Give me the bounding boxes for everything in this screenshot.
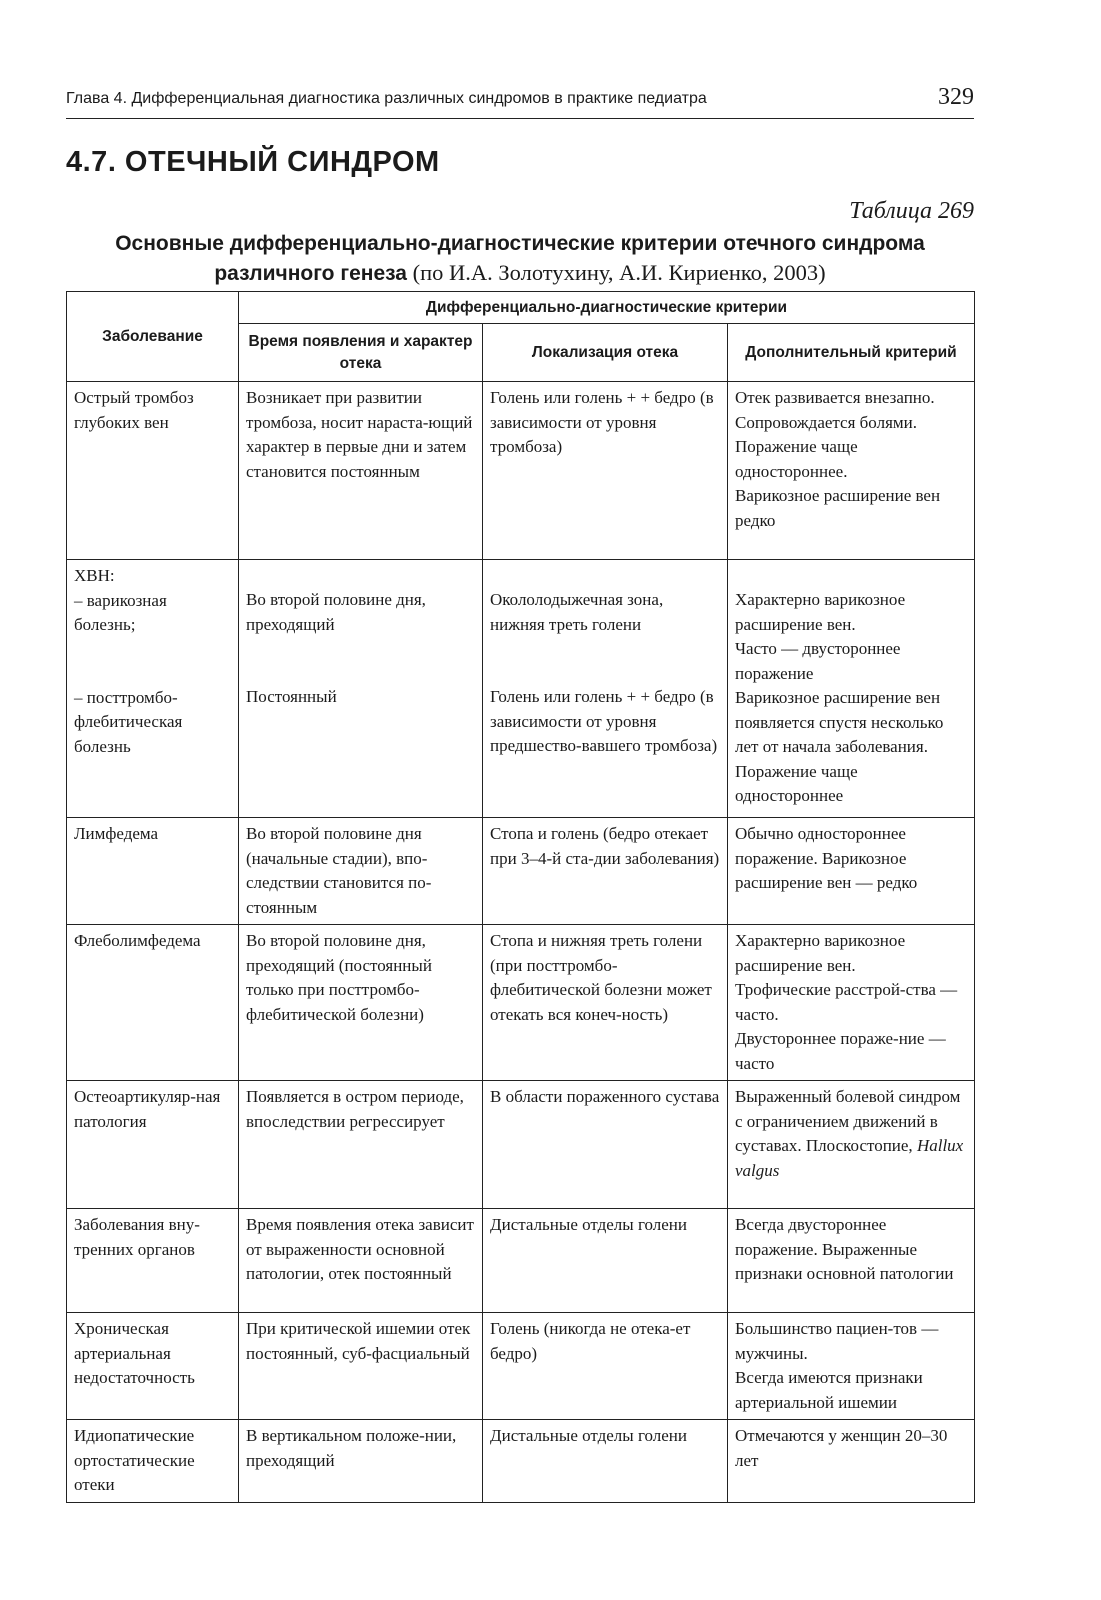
cell-time: Возникает при развитии тромбоза, носит нараста-ющий характер в первые дни и затем становится постоянным <box>239 382 483 560</box>
page-number: 329 <box>938 84 974 110</box>
cell-disease: Острый тромбоз глубоких вен <box>67 382 239 560</box>
cell-location: Стопа и голень (бедро отекает при 3–4-й ста-дии заболевания) <box>483 818 728 925</box>
cell-extra <box>728 1313 975 1420</box>
cell-time: Во второй половине дня, преходящий (постоянный только при посттромбо-флебитической болезни) <box>239 925 483 1081</box>
table-row <box>67 818 975 925</box>
extra-italic-term: Hallux valgus <box>735 1136 964 1180</box>
cell-location: Дистальные отделы голени <box>483 1209 728 1313</box>
cell-disease: Лимфедема <box>67 818 239 925</box>
cell-disease: Флеболимфедема <box>67 925 239 1081</box>
table-row <box>67 1081 975 1209</box>
header-disease: Заболевание <box>67 292 239 382</box>
disease-subitem: – посттромбо-флебитическая болезнь <box>74 687 183 756</box>
table-caption <box>66 228 974 288</box>
criteria-table <box>66 291 975 1503</box>
cell-extra <box>728 1081 975 1209</box>
cell-time: В вертикальном положе-нии, преходящий <box>239 1420 483 1503</box>
cell-extra <box>728 382 975 560</box>
disease-group-title: ХВН: <box>74 566 115 585</box>
table-label: Таблица 269 <box>849 198 974 224</box>
caption-lead: Основные дифференциально-диагностические критерии отечного синдрома различного генеза <box>115 232 925 285</box>
chapter-title: Глава 4. Дифференциальная диагностика различных синдромов в практике педиатра <box>66 90 707 107</box>
cell-time: Во второй половине дня (начальные стадии), впо-следствии становится по-стоянным <box>239 818 483 925</box>
cell-time: Появляется в остром периоде, впоследствии регрессирует <box>239 1081 483 1209</box>
extra-line: Характерно варикозное расширение вен. <box>735 931 906 975</box>
cell-extra: Обычно одностороннее поражение. Варикозное расширение вен — редко <box>728 818 975 925</box>
header-location: Локализация отека <box>483 324 728 382</box>
cell-disease: Хроническая артериальная недостаточность <box>67 1313 239 1420</box>
table-row <box>67 1420 975 1503</box>
table-row <box>67 1209 975 1313</box>
extra-line: Характерно варикозное расширение вен. <box>735 590 906 634</box>
cell-time: При критической ишемии отек постоянный, суб-фасциальный <box>239 1313 483 1420</box>
cell-time: Время появления отека зависит от выраженности основной патологии, отек постоянный <box>239 1209 483 1313</box>
disease-subitem: – варикозная болезнь; <box>74 590 167 634</box>
section-title: 4.7. ОТЕЧНЫЙ СИНДРОМ <box>66 146 440 178</box>
cell-location: Дистальные отделы голени <box>483 1420 728 1503</box>
cell-disease: Идиопатические ортостатические отеки <box>67 1420 239 1503</box>
extra-line: Варикозное расширение вен появляется спустя несколько лет от начала заболевания. Поражение чаще одностороннее <box>735 688 944 805</box>
header-criteria-group: Дифференциально-диагностические критерии <box>239 292 975 324</box>
cell-location: Стопа и нижняя треть голени (при посттромбо-флебитической болезни может отекать вся конеч-ность) <box>483 925 728 1081</box>
extra-line: Двустороннее пораже-ние — часто <box>735 1029 946 1073</box>
cell-location: Голень (никогда не отека-ет бедро) <box>483 1313 728 1420</box>
table-row <box>67 560 975 818</box>
cell-extra <box>728 560 975 818</box>
cell-extra: Всегда двустороннее поражение. Выраженные признаки основной патологии <box>728 1209 975 1313</box>
time-subitem: Во второй половине дня, преходящий <box>246 590 426 634</box>
time-subitem: Постоянный <box>246 687 337 706</box>
header-time: Время появления и характер отека <box>239 324 483 382</box>
cell-location: В области пораженного сустава <box>483 1081 728 1209</box>
header-extra: Дополнительный критерий <box>728 324 975 382</box>
table-row <box>67 925 975 1081</box>
extra-line: Поражение чаще одностороннее. <box>735 437 858 481</box>
extra-text: Выраженный болевой синдром с ограничением движений в суставах. Плоскостопие, <box>735 1087 961 1155</box>
extra-line: Всегда имеются признаки артериальной ишемии <box>735 1368 923 1412</box>
cell-disease: Заболевания вну-тренних органов <box>67 1209 239 1313</box>
extra-line: Отек развивается внезапно. <box>735 388 935 407</box>
extra-line: Большинство пациен-тов — мужчины. <box>735 1319 939 1363</box>
running-header <box>66 84 974 119</box>
cell-extra <box>728 925 975 1081</box>
cell-disease: Остеоартикуляр-ная патология <box>67 1081 239 1209</box>
cell-location <box>483 560 728 818</box>
cell-time <box>239 560 483 818</box>
extra-line: Варикозное расширение вен редко <box>735 486 941 530</box>
location-subitem: Голень или голень + + бедро (в зависимости от уровня предшество-вавшего тромбоза) <box>490 687 718 755</box>
cell-location: Голень или голень + + бедро (в зависимости от уровня тромбоза) <box>483 382 728 560</box>
extra-line: Трофические расстрой-ства — часто. <box>735 980 958 1024</box>
extra-line: Часто — двустороннее поражение <box>735 639 901 683</box>
table-row <box>67 382 975 560</box>
cell-disease <box>67 560 239 818</box>
cell-extra: Отмечаются у женщин 20–30 лет <box>728 1420 975 1503</box>
extra-line: Сопровождается болями. <box>735 412 917 432</box>
caption-source: (по И.А. Золотухину, А.И. Кириенко, 2003) <box>406 260 826 285</box>
table-row <box>67 1313 975 1420</box>
location-subitem: Окололодыжечная зона, нижняя треть голени <box>490 590 664 634</box>
table-header-row <box>67 292 975 324</box>
